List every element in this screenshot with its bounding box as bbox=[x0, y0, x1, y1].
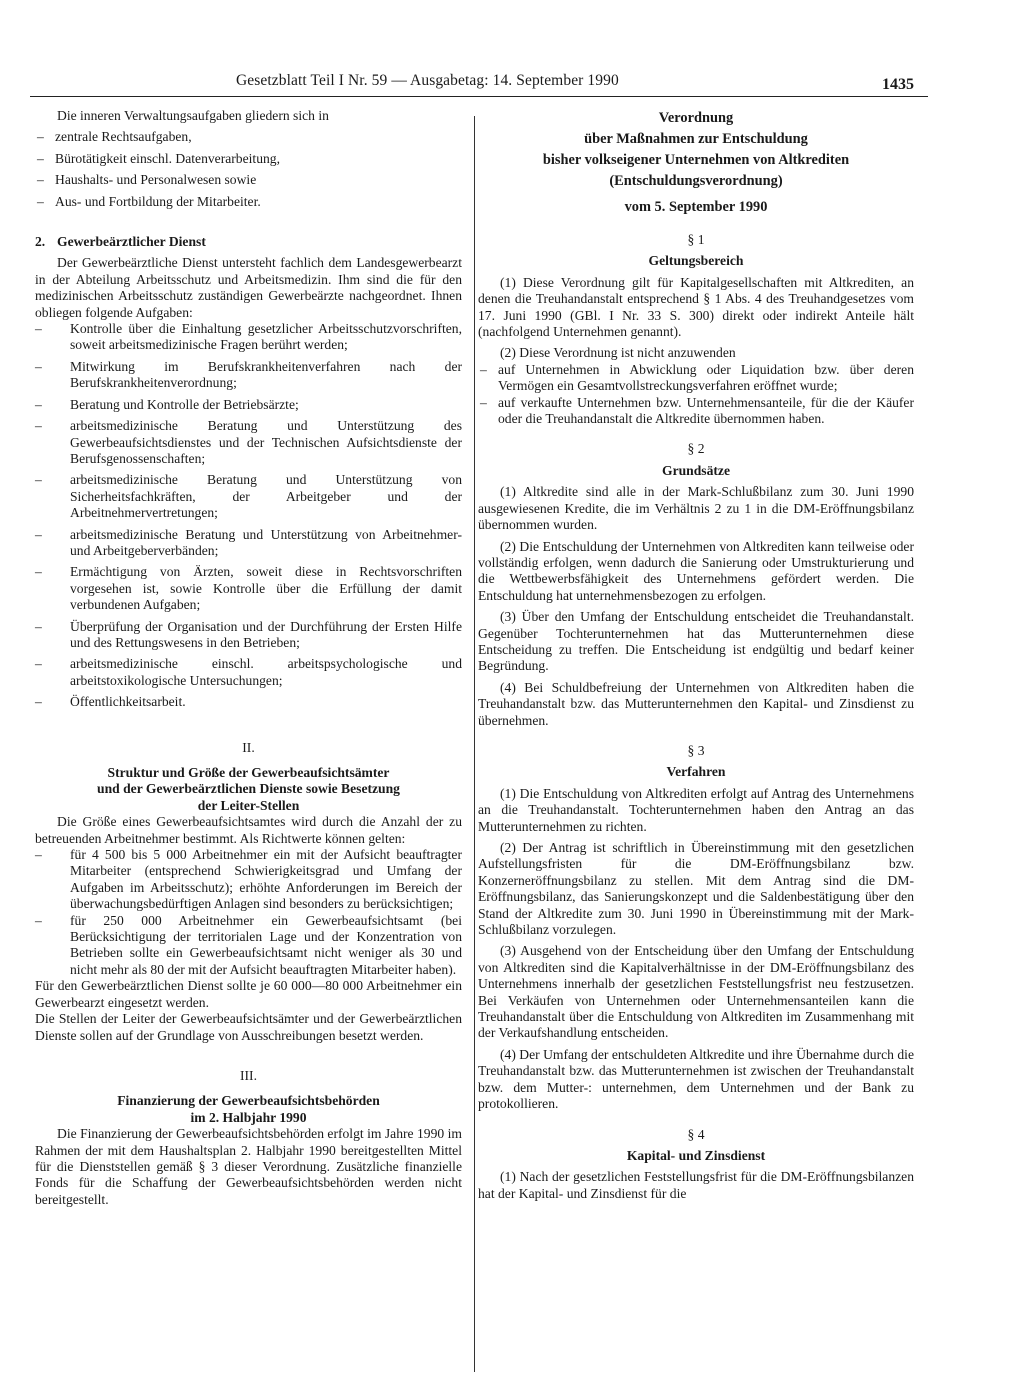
section-numeral: II. bbox=[242, 739, 255, 755]
title-line: (Entschuldungsverordnung) bbox=[609, 173, 783, 189]
title-line: bisher volkseigener Unternehmen von Altkrediten bbox=[542, 152, 850, 168]
body-paragraph: Die Stellen der Leiter der Gewerbeaufsichtsämter und der Gewerbeärztlichen Dienste sollen auf der Grundlage von Ausschreibungen besetzt werden. bbox=[35, 1011, 462, 1043]
header-title: Gesetzblatt Teil I Nr. 59 — Ausgabetag: 14. September 1990 bbox=[236, 72, 619, 89]
page-header bbox=[0, 70, 1024, 100]
section-heading bbox=[35, 234, 462, 250]
body-paragraph: (4) Bei Schuldbefreiung der Unternehmen von Altkrediten haben die Treuhandanstalt bzw. das Mutterunternehmen den Kapital- und Zinsdienst zu übernehmen. bbox=[478, 679, 914, 728]
title-date: vom 5. September 1990 bbox=[624, 199, 768, 215]
list-item: – auf verkaufte Unternehmen bzw. Unternehmensanteile, für die der Käufer oder die Treuhandanstalt die Altkredite übernommen haben. bbox=[478, 395, 914, 428]
list-item: – Mitwirkung im Berufskrankheitenverfahren nach der Berufskrankheitenverordnung; bbox=[35, 359, 462, 392]
left-column bbox=[35, 108, 462, 1208]
paragraph-number: § 2 bbox=[687, 441, 705, 457]
paragraph-heading: Kapital- und Zinsdienst bbox=[626, 1147, 766, 1163]
list-item: – auf Unternehmen in Abwicklung oder Liquidation bzw. über deren Vermögen ein Gesamtvollstreckungsverfahren eröffnet wurde; bbox=[478, 362, 914, 395]
section-title: Struktur und Größe der Gewerbeaufsichtsämter bbox=[107, 765, 390, 780]
column-divider bbox=[474, 116, 475, 1372]
section-title: im 2. Halbjahr 1990 bbox=[190, 1109, 307, 1125]
title-line: über Maßnahmen zur Entschuldung bbox=[584, 131, 808, 147]
header-rule bbox=[30, 96, 928, 97]
body-paragraph: (1) Diese Verordnung gilt für Kapitalgesellschaften mit Altkrediten, an denen die Treuhandanstalt entsprechend § 1 Abs. 4 des Treuhandgesetzes vom 17. Juni 1990 (GBl. I Nr. 33 S. 300) direkt oder indirekt Anteile hält (nachfolgend Unternehmen genannt). bbox=[478, 274, 914, 340]
body-paragraph: (1) Nach der gesetzlichen Feststellungsfrist für die DM-Eröffnungsbilanzen hat der Kapital- und Zinsdienst für die bbox=[478, 1169, 914, 1201]
list-item: – Beratung und Kontrolle der Betriebsärzte; bbox=[35, 397, 462, 413]
paragraph-number: § 3 bbox=[687, 742, 705, 758]
body-paragraph: (2) Der Antrag ist schriftlich in Übereinstimmung mit den gesetzlichen Aufstellungsfristen für die DM-Eröffnungsbilanz bzw. Konzerneröffnungsbilanz zu stellen. Mit dem Antrag sind die DM-Eröffnungsbilanz, das Sanierungskonzept und die Saldenbestätigung über den Stand der Altkredite zum 30. Juni 1990 in Übereinstimmung mit der Mark-Schlußbilanz vorzulegen. bbox=[478, 840, 914, 938]
body-paragraph: Die Finanzierung der Gewerbeaufsichtsbehörden erfolgt im Jahre 1990 im Rahmen der mit dem Haushaltsplan 2. Halbjahr 1990 bereitgestellten Mittel für die Dienststellen gemäß § 3 dieser Verordnung. Zusätzliche finanzielle Fonds für die Schaffung der Gewerbeaufsichtsbehörden werden nicht bereitgestellt. bbox=[35, 1126, 462, 1207]
section-title: Finanzierung der Gewerbeaufsichtsbehörden bbox=[117, 1093, 380, 1109]
section-number: 2. bbox=[35, 234, 46, 250]
page-number: 1435 bbox=[882, 76, 914, 93]
paragraph-number: § 4 bbox=[687, 1126, 705, 1142]
list-item: – Ermächtigung von Ärzten, soweit diese in Rechtsvorschriften vorgesehen ist, sowie Kontrolle über die Erfüllung der damit verbundenen Aufgaben; bbox=[35, 564, 462, 613]
list-item: – für 250 000 Arbeitnehmer ein Gewerbeaufsichtsamt (bei Berücksichtigung der territorialen Lage und der Konzentration von Betrieben sollte ein Gewerbeaufsichtsamt nicht weniger als 30 und nicht mehr als 80 der mit der Aufsicht beauftragten Mitarbeiter haben). bbox=[35, 913, 462, 979]
body-paragraph: (2) Diese Verordnung ist nicht anzuwenden bbox=[500, 345, 736, 361]
body-paragraph: (3) Ausgehend von der Entscheidung über den Umfang der Entschuldung von Altkrediten sind die Kapitalverhältnisse in der DM-Eröffnungsbilanz des Unternehmens innerhalb der gesetzlichen Feststellungsfrist neu festzusetzen. Bei Verkäufen von Unternehmen oder Unternehmensanteilen kann die Treuhandanstalt über die Entschuldung von Altkrediten im Zusammenhang mit der Verkaufshandlung entscheiden. bbox=[478, 943, 914, 1041]
paragraph-number: § 1 bbox=[687, 232, 705, 247]
regulation-title bbox=[478, 108, 914, 218]
intro-text: Die inneren Verwaltungsaufgaben gliedern sich in bbox=[57, 108, 329, 123]
title-line: Verordnung bbox=[658, 110, 734, 126]
section-title: und der Gewerbeärztlichen Dienste sowie Besetzung bbox=[97, 781, 400, 797]
list-item: – Kontrolle über die Einhaltung gesetzlicher Arbeitsschutzvorschriften, soweit arbeitsmedizinische Fragen berührt werden; bbox=[35, 321, 462, 354]
paragraph-heading: Verfahren bbox=[666, 764, 726, 780]
intro-item: – Aus- und Fortbildung der Mitarbeiter. bbox=[35, 194, 462, 210]
list-item: – arbeitsmedizinische Beratung und Unterstützung des Gewerbeaufsichtsdienstes und der Technischen Aufsichtsdienste der Berufsgenossenschaften; bbox=[35, 418, 462, 467]
body-paragraph: Für den Gewerbeärztlichen Dienst sollte je 60 000—80 000 Arbeitnehmer ein Gewerbearzt eingesetzt werden. bbox=[35, 978, 462, 1010]
intro-item: – Bürotätigkeit einschl. Datenverarbeitung, bbox=[35, 151, 462, 167]
body-paragraph: (1) Die Entschuldung von Altkrediten erfolgt auf Antrag des Unternehmens an die Treuhandanstalt. Tochterunternehmen haben den Antrag an das Mutterunternehmen zu richten. bbox=[478, 785, 914, 834]
body-paragraph: Die Größe eines Gewerbeaufsichtsamtes wird durch die Anzahl der zu betreuenden Arbeitnehmer bestimmt. Als Richtwerte können gelten: bbox=[35, 814, 462, 846]
list-item: – Öffentlichkeitsarbeit. bbox=[35, 694, 462, 710]
body-paragraph: Der Gewerbeärztliche Dienst untersteht fachlich dem Landesgewerbearzt in der Abteilung Arbeitsschutz und Arbeitsmedizin. Ihm sind die für den medizinischen Arbeitsschutz zuständigen Gewerbeärzte nachgeordnet. Ihnen obliegen folgende Aufgaben: bbox=[35, 255, 462, 320]
list-item: – für 4 500 bis 5 000 Arbeitnehmer ein mit der Aufsicht beauftragter Mitarbeiter (entsprechend Schwierigkeitsgrad und Umfang der Aufgaben im Arbeitsschutz); erhöhte Anforderungen im Bereich der überwachungsbedürftigen Anlagen sind besonders zu berücksichtigen; bbox=[35, 847, 462, 913]
intro-item: – zentrale Rechtsaufgaben, bbox=[35, 129, 462, 145]
paragraph-heading: Geltungsbereich bbox=[648, 253, 744, 269]
section-title: der Leiter-Stellen bbox=[197, 797, 300, 813]
section-numeral: III. bbox=[240, 1067, 257, 1083]
body-paragraph: (4) Der Umfang der entschuldeten Altkredite und ihre Übernahme durch die Treuhandanstalt bzw. das Mutterunternehmen ist zwischen der Treuhandanstalt bzw. dem Mutter-: unternehmen, dem Unternehmen und der Bank zu protokollieren. bbox=[478, 1046, 914, 1112]
intro-item: – Haushalts- und Personalwesen sowie bbox=[35, 172, 462, 188]
list-item: – Überprüfung der Organisation und der Durchführung der Ersten Hilfe und des Rettungswesens in den Betrieben; bbox=[35, 619, 462, 652]
body-paragraph: (2) Die Entschuldung der Unternehmen von Altkrediten kann teilweise oder vollständig erfolgen, wenn dadurch die Sanierung oder Umstrukturierung und die Wettbewerbsfähigkeit des Unternehmens gefördert werden. Die Entschuldung hat unternehmensbezogen zu erfolgen. bbox=[478, 538, 914, 603]
body-paragraph: (1) Altkredite sind alle in der Mark-Schlußbilanz zum 30. Juni 1990 ausgewiesenen Kredite, die im Verhältnis 2 zu 1 in die DM-Eröffnungsbilanz übernommen wurden. bbox=[478, 484, 914, 533]
section-title: Gewerbeärztlicher Dienst bbox=[57, 234, 206, 250]
body-paragraph: (3) Über den Umfang der Entschuldung entscheidet die Treuhandanstalt. Gegenüber Tochterunternehmen hat das Mutterunternehmen diese Entscheidung zu treffen. Die Entscheidung ist endgültig und bedarf keiner Begründung. bbox=[478, 609, 914, 674]
paragraph-heading: Grundsätze bbox=[662, 462, 730, 478]
list-item: – arbeitsmedizinische Beratung und Unterstützung von Arbeitnehmer- und Arbeitgeberverbänden; bbox=[35, 527, 462, 560]
list-item: – arbeitsmedizinische einschl. arbeitspsychologische und arbeitstoxikologische Untersuchungen; bbox=[35, 656, 462, 689]
right-column bbox=[478, 108, 914, 1202]
list-item: – arbeitsmedizinische Beratung und Unterstützung von Sicherheitsfachkräften, der Arbeitgeber und der Arbeitnehmervertretungen; bbox=[35, 472, 462, 521]
